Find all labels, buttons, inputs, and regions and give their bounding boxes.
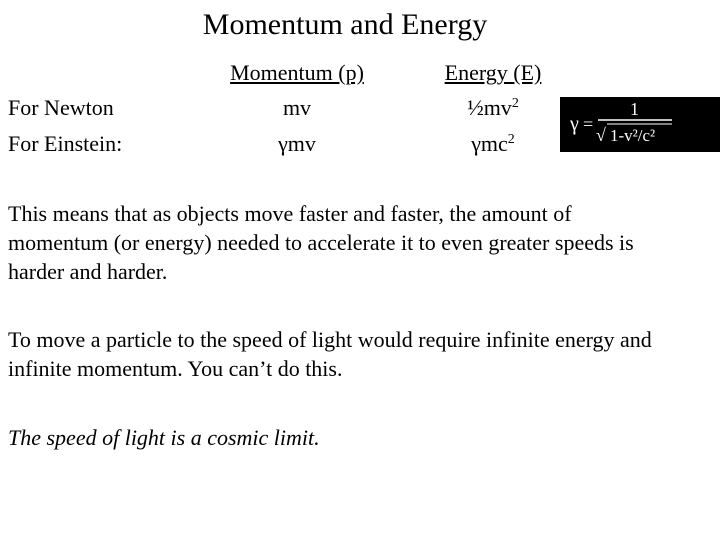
lorentz-factor-formula: [560, 97, 720, 152]
paragraph-cosmic-limit: The speed of light is a cosmic limit.: [8, 425, 320, 450]
slide-title: Momentum and Energy: [202, 8, 488, 41]
denominator: 1-v²/c²: [610, 126, 656, 145]
newton-momentum: mv: [282, 95, 312, 120]
numerator: 1: [630, 99, 639, 119]
header-energy: Energy (E): [444, 60, 542, 85]
paragraph-momentum-explanation: This means that as objects move faster and faster, the amount of momentum (or energy) needed to accelerate it to even greater speeds is harder and harder.: [8, 201, 634, 284]
newton-energy: $\frac{1}{2}mv^2$: [467, 95, 519, 120]
einstein-momentum: γmv: [278, 131, 316, 156]
einstein-energy: γmc$^2$: [471, 131, 515, 156]
header-momentum: Momentum (p): [230, 60, 364, 85]
row-label-einstein: For Einstein:: [8, 131, 123, 156]
paragraph-infinite-energy: To move a particle to the speed of light would require infinite energy and infinite momentum. You can’t do this.: [8, 327, 652, 381]
equals-sign: =: [583, 114, 594, 134]
gamma-symbol: γ: [570, 113, 579, 135]
radical-sign: √: [596, 125, 606, 145]
lorentz-factor-svg: [560, 97, 720, 152]
row-label-newton: For Newton: [8, 95, 114, 120]
